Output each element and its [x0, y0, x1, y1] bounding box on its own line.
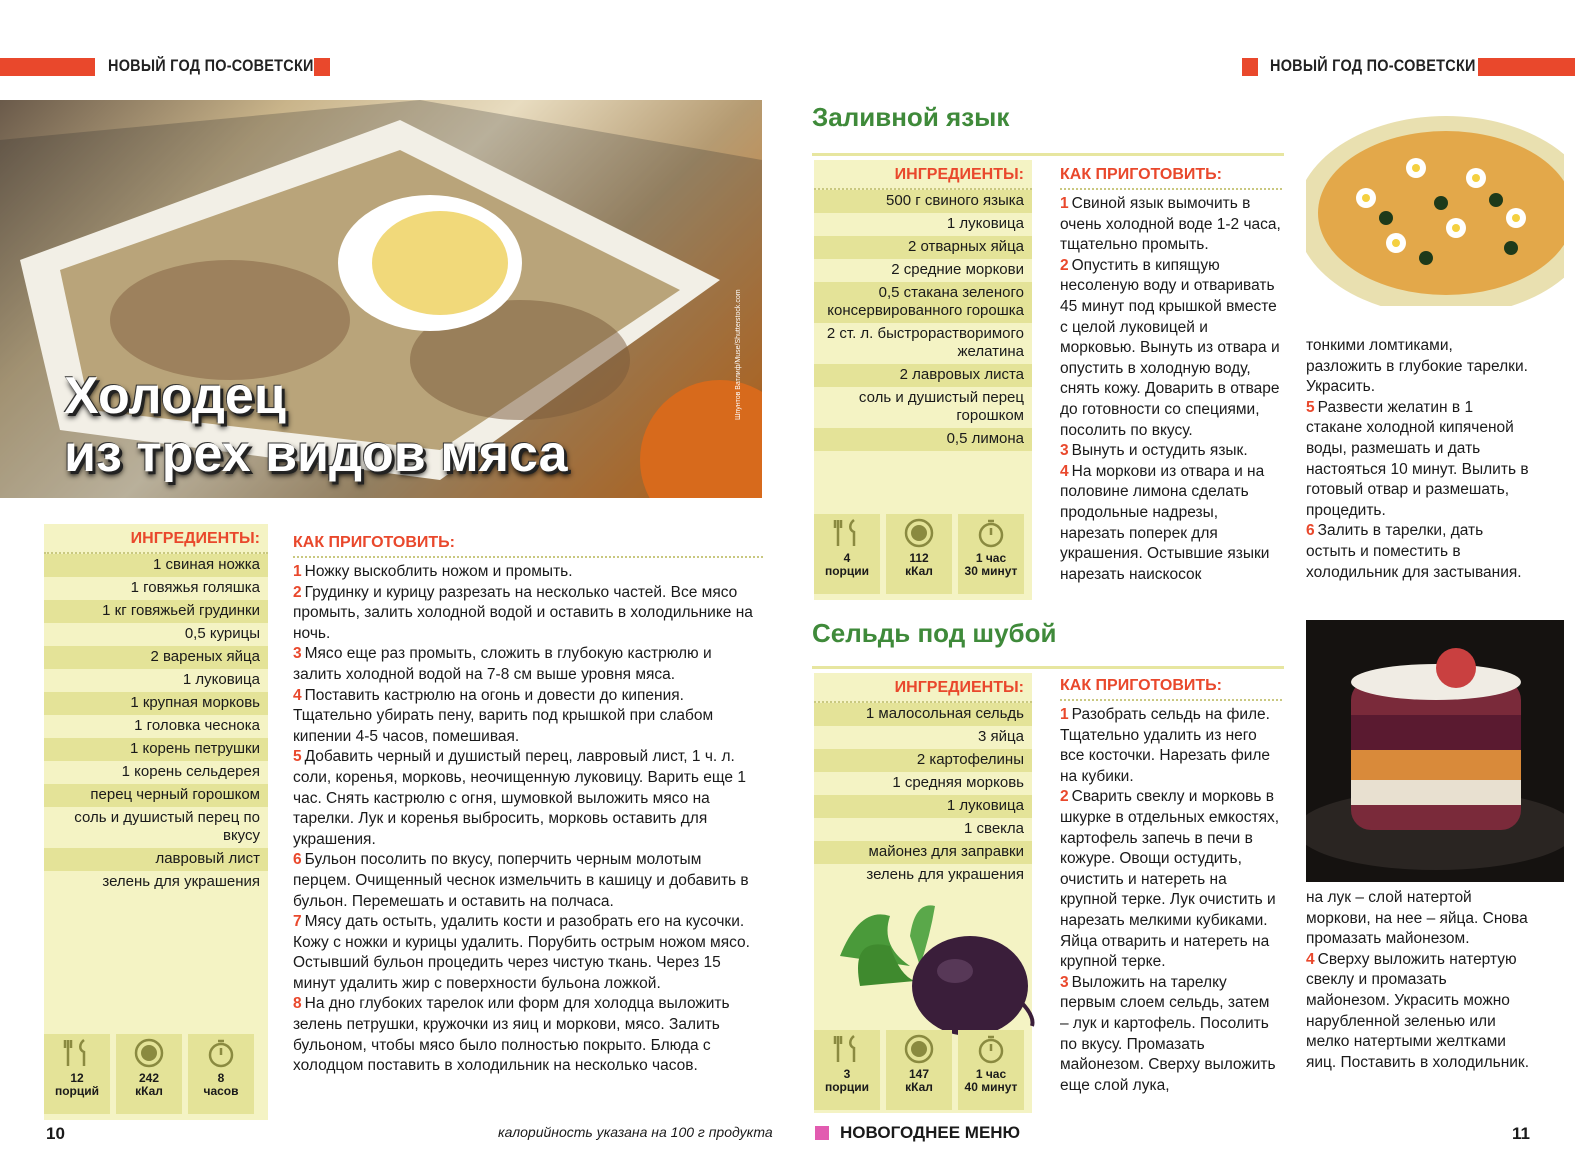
ingredient-item: 1 средняя морковь: [892, 774, 1024, 791]
ingredient-item: соль и душистый перец по вкусу: [74, 809, 260, 844]
stat-card: [44, 1034, 110, 1114]
ingredient-item: 1 крупная морковь: [44, 692, 268, 715]
ingredients-title: ИНГРЕДИЕНТЫ:: [814, 673, 1032, 703]
stat-unit: 30 минут: [964, 564, 1018, 578]
recipe-title-aspic-line1: Холодец: [64, 367, 286, 425]
ingredient-item: 2 картофелины: [814, 749, 1032, 772]
method-step: [293, 912, 763, 994]
step-text: Развести желатин в 1 стакане холодной кипяченой воды, размешать и дать настояться 10 минут. Вылить в готовый отвар и размешать, процедить.: [1306, 398, 1529, 519]
stopwatch-icon: [958, 518, 1024, 548]
method-step: [1306, 398, 1532, 522]
section-title-left: НОВЫЙ ГОД ПО-СОВЕТСКИ: [108, 56, 314, 75]
stat-value: 1 час: [975, 1067, 1007, 1081]
ingredient-item: 1 луковица: [814, 795, 1032, 818]
step-number: 4: [1060, 462, 1069, 480]
step-text: Грудинку и курицу разрезать на несколько частей. Все мясо промыть, залить холодной водой и оставить в холодильнике на ночь.: [293, 583, 753, 642]
recipe-title-aspic-line2: из трех видов мяса: [64, 425, 568, 483]
method-title: КАК ПРИГОТОВИТЬ:: [293, 534, 763, 558]
step-number: 3: [1060, 442, 1069, 460]
header-bar-right: [1478, 58, 1575, 76]
method-steps: [1060, 705, 1282, 1096]
step-number: 6: [1306, 522, 1315, 540]
plate-icon: [886, 1034, 952, 1064]
method-step: [293, 644, 763, 685]
method-step: [293, 747, 763, 850]
method-step: [1306, 521, 1532, 583]
step-text: Бульон посолить по вкусу, поперчить черным молотым перцем. Очищенный чеснок измельчить в кашицу и добавить в бульон. Перемешать и оставить на полчаса.: [293, 851, 749, 910]
method-title: КАК ПРИГОТОВИТЬ:: [1060, 166, 1282, 190]
herring-stats: [814, 1030, 1024, 1110]
method-step: [1060, 194, 1282, 256]
tongue-stats: [814, 514, 1024, 594]
step-text: На моркови из отвара и на половине лимона сделать продольные надрезы, нарезать поперек для украшения. Остывшие языки нарезать наискосок: [1060, 462, 1270, 583]
ingredients-list: [814, 190, 1032, 451]
stopwatch-icon: [958, 1034, 1024, 1064]
method-step: [1060, 705, 1282, 787]
step-text: Мясу дать остыть, удалить кости и разобрать его на кусочки. Кожу с ножки и курицы удалить. Порубить острым ножом мясо. Остывший бульон процедить через чистую ткань. Через 15 минут удалить жир с поверхности бульона ложкой.: [293, 913, 750, 992]
stat-card: [886, 1030, 952, 1110]
herring-method-continued: [1306, 888, 1532, 1073]
aspic-stats: [44, 1034, 254, 1114]
herring-method: [1060, 677, 1282, 1096]
step-text: Мясо еще раз промыть, сложить в глубокую кастрюлю и залить холодной водой на 7-8 см выше уровня мяса.: [293, 645, 712, 683]
ingredient-item: 1 головка чеснока: [134, 717, 260, 734]
step-number: 8: [293, 995, 302, 1013]
step-number: 6: [293, 851, 302, 869]
stat-card: [188, 1034, 254, 1114]
step-number: 5: [1306, 398, 1315, 416]
step-number: 1: [1060, 195, 1069, 212]
fork-knife-icon: [814, 1034, 880, 1064]
ingredient-item: 1 луковица: [946, 215, 1024, 232]
ingredient-item: лавровый лист: [44, 848, 268, 871]
ingredient-item: 1 свекла: [964, 820, 1024, 837]
ingredients-title: ИНГРЕДИЕНТЫ:: [814, 160, 1032, 190]
step-text: Ножку выскоблить ножом и промыть.: [304, 563, 573, 580]
herring-photo: [1306, 620, 1564, 882]
fork-knife-icon: [44, 1038, 110, 1068]
ingredient-item: зелень для украшения: [102, 873, 260, 890]
title-underline: [812, 153, 1284, 156]
step-number: 4: [1306, 950, 1315, 968]
stat-card: [814, 514, 880, 594]
tongue-method: [1060, 166, 1282, 585]
ingredient-item: 0,5 лимона: [814, 428, 1032, 451]
step-number: 2: [1060, 256, 1069, 274]
ingredient-item: 1 малосольная сельдь: [814, 703, 1032, 726]
ingredient-item: 1 корень сельдерея: [121, 763, 260, 780]
stat-unit: порции: [824, 1080, 870, 1094]
method-step: [1060, 441, 1282, 462]
step-text: Поставить кастрюлю на огонь и довести до кипения. Тщательно убирать пену, варить под крышкой при слабом кипении 4-5 часов, помешивая.: [293, 686, 714, 745]
stat-value: 8: [217, 1071, 225, 1085]
step-number: 3: [293, 645, 302, 663]
step-continuation: тонкими ломтиками, разложить в глубокие тарелки. Украсить.: [1306, 337, 1528, 396]
ingredient-item: перец черный горошком: [44, 784, 268, 807]
plate-icon: [886, 518, 952, 548]
ingredient-item: 2 средние моркови: [891, 261, 1024, 278]
aspic-method: [293, 534, 763, 1077]
photo-credit: Шпунтов Ватлиф/Muse/Shutterstock.com: [735, 289, 742, 420]
ingredient-item: 1 луковица: [182, 671, 260, 688]
step-text: Разобрать сельдь на филе. Тщательно удалить из него все косточки. Нарезать филе на кубики.: [1060, 706, 1271, 785]
method-step: [1060, 973, 1282, 1097]
beet-image: [820, 896, 1040, 1036]
stat-card: [958, 1030, 1024, 1110]
method-title: КАК ПРИГОТОВИТЬ:: [1060, 677, 1282, 701]
stat-value: 12: [70, 1071, 84, 1085]
stat-unit: кКал: [905, 1080, 933, 1094]
page-number-right: 11: [1512, 1124, 1530, 1143]
stat-card: [958, 514, 1024, 594]
header-square-left: [314, 58, 330, 76]
fork-knife-icon: [814, 518, 880, 548]
step-number: 4: [293, 686, 302, 704]
step-text: На дно глубоких тарелок или форм для холодца выложить зелень петрушки, кружочки из яиц и моркови, мясо. Залить бульоном, чтобы мясо было полностью покрыто. Блюда с холодцом поставить в холодильник на несколько часов.: [293, 995, 730, 1075]
section-title-right: НОВЫЙ ГОД ПО-СОВЕТСКИ: [1270, 56, 1476, 75]
aspic-photo: [0, 100, 762, 498]
page-number-left: 10: [46, 1124, 65, 1143]
method-step: [293, 994, 763, 1076]
stat-value: 112: [909, 551, 929, 565]
ingredient-item: 500 г свиного языка: [814, 190, 1032, 213]
stat-unit: кКал: [135, 1084, 163, 1098]
ingredient-item: 0,5 курицы: [184, 625, 260, 642]
plate-icon: [116, 1038, 182, 1068]
method-step: [1306, 950, 1532, 1074]
method-steps: [293, 562, 763, 1077]
ingredient-item: 3 яйца: [978, 728, 1024, 745]
stat-card: [814, 1030, 880, 1110]
ingredients-title: ИНГРЕДИЕНТЫ:: [44, 524, 268, 554]
calorie-note: калорийность указана на 100 г продукта: [498, 1124, 773, 1140]
stopwatch-icon: [188, 1038, 254, 1068]
method-step: [293, 850, 763, 912]
method-step: [293, 686, 763, 748]
stat-value: 3: [843, 1067, 851, 1081]
stat-card: [886, 514, 952, 594]
footer-section-title: НОВОГОДНЕЕ МЕНЮ: [840, 1123, 1021, 1142]
method-step: [293, 562, 763, 583]
stat-unit: кКал: [905, 564, 933, 578]
stat-card: [116, 1034, 182, 1114]
step-text: Сверху выложить натертую свеклу и промазать майонезом. Украсить можно нарубленной зеленью или мелко натертыми желтками яиц. Поставить в холодильник.: [1306, 950, 1529, 1071]
ingredient-item: 0,5 стакана зеленого консервированного горошка: [814, 282, 1032, 323]
ingredient-item: 1 корень петрушки: [44, 738, 268, 761]
ingredient-item: 2 лавровых листа: [814, 364, 1032, 387]
stat-unit: порции: [824, 564, 870, 578]
step-number: 2: [293, 583, 302, 601]
method-steps: [1306, 398, 1532, 583]
step-text: Залить в тарелки, дать остыть и поместить в холодильник для застывания.: [1306, 522, 1522, 581]
stat-value: 1 час: [975, 551, 1007, 565]
ingredients-list: [814, 703, 1032, 887]
header-square-right: [1242, 58, 1258, 76]
method-steps: [1306, 950, 1532, 1074]
ingredients-list: [44, 554, 268, 894]
ingredient-item: зелень для украшения: [866, 866, 1024, 883]
ingredient-item: 2 ст. л. быстрорастворимого желатина: [826, 325, 1024, 360]
method-step: [1060, 462, 1282, 586]
step-number: 7: [293, 913, 302, 931]
step-text: Сварить свеклу и морковь в шкурке в отдельных емкостях, картофель запечь в печи в кожуре. Овощи остудить, очистить и натереть на крупной терке. Лук очистить и нарезать мелкими кубиками. Яйца отварить и натереть на крупной терке.: [1060, 788, 1280, 971]
ingredient-item: 1 говяжья голяшка: [130, 579, 260, 596]
ingredient-item: 2 вареных яйца: [44, 646, 268, 669]
recipe-title-herring: Сельдь под шубой: [812, 618, 1057, 648]
method-step: [1060, 256, 1282, 441]
stat-unit: 40 минут: [964, 1080, 1018, 1094]
header-bar-left: [0, 58, 95, 76]
method-steps: [1060, 194, 1282, 585]
recipe-title-tongue: Заливной язык: [812, 102, 1010, 132]
step-text: Добавить черный и душистый перец, лавровый лист, 1 ч. л. соли, коренья, морковь, неочищенную луковицу. Варить еще 1 час. Снять кастрюлю с огня, шумовкой выложить мясо на тарелки. Лук и коренья выбросить, морковь оставить для украшения.: [293, 748, 746, 848]
ingredient-item: 2 отварных яйца: [814, 236, 1032, 259]
step-number: 3: [1060, 973, 1069, 991]
ingredient-item: соль и душистый перец горошком: [858, 389, 1024, 424]
stat-unit: часов: [203, 1084, 239, 1098]
step-text: Свиной язык вымочить в очень холодной воде 1-2 часа, тщательно промыть.: [1060, 195, 1281, 254]
ingredient-item: 1 свиная ножка: [44, 554, 268, 577]
step-text: Выложить на тарелку первым слоем сельдь, затем – лук и картофель. Посолить по вкусу. Промазать майонезом. Сверху выложить еще слой лука,: [1060, 973, 1276, 1094]
ingredient-item: 1 кг говяжьей грудинки: [44, 600, 268, 623]
tongue-method-continued: [1306, 336, 1532, 583]
step-text: Вынуть и остудить язык.: [1071, 442, 1248, 460]
stat-value: 147: [908, 1067, 930, 1081]
tongue-photo: [1306, 108, 1564, 306]
method-step: [293, 583, 763, 645]
aspic-ingredients-panel: [44, 524, 268, 1120]
stat-unit: порций: [54, 1084, 100, 1098]
stat-value: 4: [843, 551, 851, 565]
footer-square: [815, 1126, 829, 1140]
step-continuation: на лук – слой натертой моркови, на нее – яйца. Снова промазать майонезом.: [1306, 889, 1528, 948]
title-underline: [812, 666, 1284, 669]
stat-value: 242: [138, 1071, 160, 1085]
ingredient-item: майонез для заправки: [814, 841, 1032, 864]
step-number: 2: [1060, 788, 1069, 806]
step-text: Опустить в кипящую несоленую воду и отваривать 45 минут под крышкой вместе с целой луковицей и морковью. Вынуть из отвара и опустить в холодную воду, снять кожу. Доварить в отваре до готовности со специями, посолить по вкусу.: [1060, 256, 1280, 439]
step-number: 1: [1060, 706, 1069, 723]
method-step: [1060, 787, 1282, 972]
step-number: 5: [293, 748, 302, 766]
step-number: 1: [293, 563, 302, 580]
